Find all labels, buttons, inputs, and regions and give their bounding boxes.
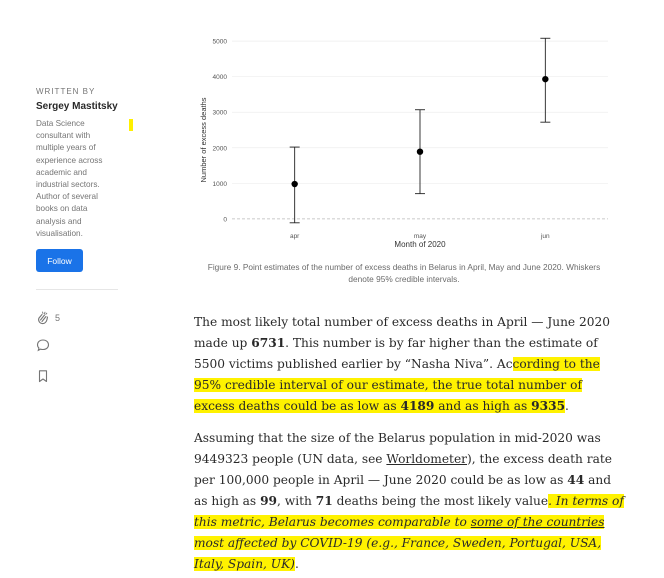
comment-icon[interactable] [36,338,50,352]
value-low: 4189 [400,399,435,413]
clap-count: 5 [55,313,61,323]
x-tick-label: jun [540,233,550,240]
text: . This number is by far higher than the estimate of 5500 victims published earlier by “Nasha Niva”. Ac [194,336,598,371]
y-tick-label: 2000 [212,145,227,153]
data-point [542,76,548,82]
value-low-rate: 44 [567,473,585,487]
x-axis-label: Month of 2020 [394,240,446,249]
y-tick-label: 4000 [212,74,227,82]
author-name[interactable]: Sergey Mastitsky [36,101,118,112]
follow-button[interactable]: Follow [36,249,83,272]
paragraph-total-excess-deaths [194,312,624,417]
worldometer-link[interactable]: Worldometer [386,452,467,466]
text: and as high as [434,399,532,413]
excess-deaths-chart [190,30,620,252]
data-point [417,148,423,154]
y-tick-label: 3000 [212,109,227,117]
chart-series [290,38,551,223]
y-tick-label: 0 [223,216,227,224]
text: The most likely total number of excess deaths in April — June 2020 made up [194,315,611,350]
value-likely-rate: 71 [315,494,333,508]
text: and as high as [194,473,612,508]
text: , with [277,494,316,508]
countries-link[interactable]: some of the countries [470,515,605,529]
text: cording to the 95% credible interval of our estimate, the true total number of excess deaths could be as low as [194,357,600,413]
data-point [291,181,297,187]
x-tick-label: may [413,233,427,240]
x-tick-label: apr [289,233,300,240]
paragraph-death-rate [194,428,624,575]
y-tick-label: 1000 [212,180,227,188]
written-by-label: WRITTEN BY [36,87,96,96]
text: Assuming that the size of the Belarus population in mid-2020 was 9449323 people (UN data, see [194,431,601,466]
author-bio: Data Science consultant with multiple years of experience across academic and industrial sectors. Author of several books on data analysis and visualisation. [36,119,103,238]
bookmark-icon[interactable] [36,369,50,383]
y-axis-ticks [213,39,228,224]
text: most affected by COVID-19 (e.g., France, Sweden, Portugal, USA, Italy, Spain, UK) [194,536,602,571]
sidebar-divider [36,289,118,290]
clap-icon[interactable] [36,311,50,325]
text: . [294,557,299,571]
value-high-rate: 99 [260,494,278,508]
text: . [565,399,569,413]
text: deaths being the most likely value [332,494,549,508]
y-tick-label: 5000 [212,38,227,46]
value-total: 6731 [251,336,286,350]
text: ), the excess death rate per 100,000 people in April — June 2020 could be as low as [194,452,612,487]
value-high: 9335 [531,399,566,413]
highlight-mark [129,119,133,131]
y-axis-label: Number of excess deaths [199,97,208,183]
text: . In terms of this metric, Belarus becomes comparable to [194,494,624,529]
figure-caption: Figure 9. Point estimates of the number of excess deaths in Belarus in April, May and June 2020. Whiskers denote 95% credible intervals. [207,262,601,284]
x-axis-ticks [290,233,550,240]
